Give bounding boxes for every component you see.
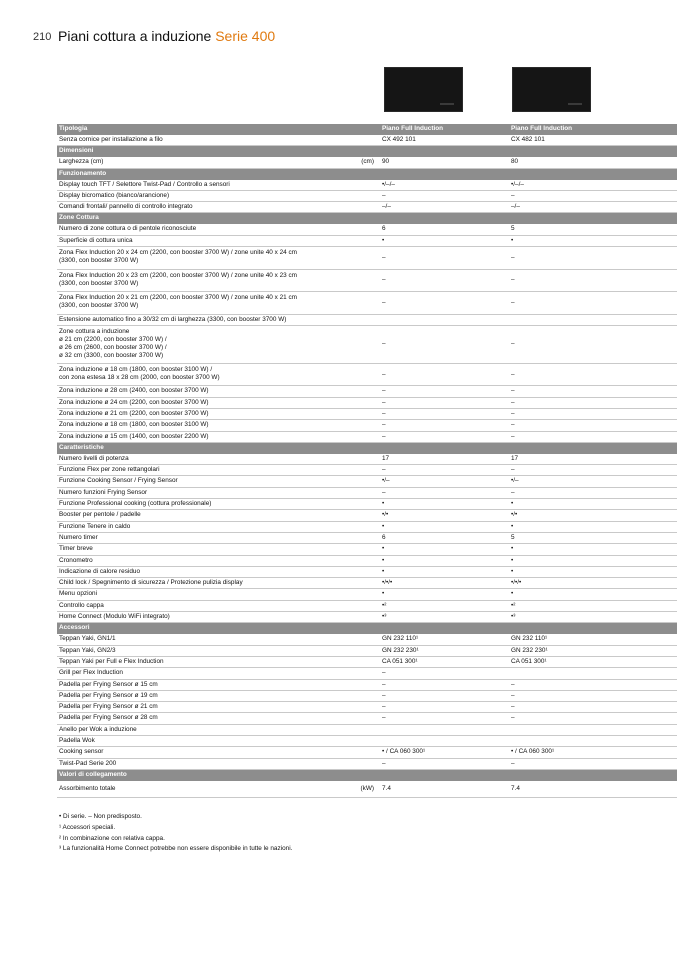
section-label: Accessori [59,624,90,632]
row-value-col2: – [511,680,515,688]
table-row [57,680,677,691]
row-value-col2: •/• [511,511,518,519]
row-label: Funzione Flex per zone rettangolari [59,466,160,474]
table-row [57,488,677,499]
row-value-col1: •² [382,601,387,609]
table-row [57,522,677,533]
row-value-col1: • [382,556,385,564]
row-value-col2: 5 [511,533,515,541]
table-row [57,157,677,168]
row-value-col1: 90 [382,158,390,166]
table-row [57,713,677,724]
row-value-col1: •/•/• [382,579,393,587]
footnote: ³ La funzionalità Home Connect potrebbe non essere disponibile in tutte le nazioni. [59,845,293,853]
row-value-col2: – [511,253,515,261]
table-row [57,612,677,623]
row-label: Funzione Professional cooking (cottura professionale) [59,500,212,508]
row-value-col2: – [511,703,515,711]
row-value-col1: • [382,522,385,530]
row-value-col2: CA 051 300¹ [511,657,547,665]
table-row [57,578,677,589]
row-label: Numero livelli di potenza [59,454,129,462]
table-row [57,247,677,270]
row-label: Zona induzione ø 28 cm (2400, con booster 3700 W) [59,387,209,395]
section-header [57,443,677,454]
row-label: Padella per Frying Sensor ø 28 cm [59,714,158,722]
row-label: Senza cornice per installazione a filo [59,136,163,143]
table-row [57,759,677,770]
row-value-col2: GN 232 110¹ [511,635,548,643]
row-value-col1: – [382,669,386,677]
table-row [57,398,677,409]
table-row [57,224,677,235]
row-value-col1: 6 [382,533,386,541]
table-row [57,236,677,247]
table-row [57,180,677,191]
row-label: Padella per Frying Sensor ø 21 cm [59,703,158,711]
row-value-col2: – [511,191,515,199]
table-row [57,702,677,713]
row-label: Zona Flex Induction 20 x 24 cm (2200, con booster 3700 W) / zone unite 40 x 24 cm (3300, con booster 3700 W) [59,249,298,265]
row-label: Zone cottura a induzione ø 21 cm (2200, con booster 3700 W) / ø 26 cm (2600, con booster 3700 W) / ø 32 cm (3300, con booster 3700 W) [59,327,167,360]
row-value-col1: •/• [382,511,389,519]
row-value-col1: • [382,500,385,508]
hob-product-image-1 [384,67,463,112]
row-label: Numero timer [59,533,98,541]
row-value-col2: – [511,421,515,429]
row-label: Superficie di cottura unica [59,236,133,244]
row-value-col2: 80 [511,158,519,166]
row-label: Anello per Wok a induzione [59,725,137,733]
row-label: Zona Flex Induction 20 x 23 cm (2200, con booster 3700 W) / zone unite 40 x 23 cm (3300, con booster 3700 W) [59,271,298,287]
row-value-col1: – [382,276,386,284]
table-row [57,326,677,364]
row-label: Teppan Yaki, GN2/3 [59,646,116,654]
section-label: Funzionamento [59,169,107,177]
row-value-col1: – [382,680,386,688]
row-label: Display touch TFT / Selettore Twist-Pad / Controllo a sensori [59,180,230,188]
table-row [57,135,677,146]
footnote: ¹ Accessori speciali. [59,823,116,831]
row-label: Cronometro [59,556,93,564]
row-label: Zona induzione ø 24 cm (2200, con booster 3700 W) [59,398,209,406]
row-value-col2: • [511,545,514,553]
row-label: Numero funzioni Frying Sensor [59,488,148,496]
table-row [57,601,677,612]
row-value-col1: •³ [382,613,387,621]
page-title [58,28,275,44]
table-row [57,634,677,645]
row-value-col1: – [382,370,386,378]
row-value-col1: GN 232 110¹ [382,635,419,643]
row-value-col1: • [382,236,385,244]
row-label: Home Connect (Modulo WiFi integrato) [59,613,170,621]
row-unit: (kW) [360,784,374,792]
row-value-col2: – [511,691,515,699]
row-label: Zona Flex Induction 20 x 21 cm (2200, con booster 3700 W) / zone unite 40 x 21 cm (3300, con booster 3700 W) [59,294,298,310]
row-value-col2: – [511,466,515,474]
row-value-col1: – [382,714,386,722]
row-value-col2: – [511,714,515,722]
table-row [57,292,677,315]
row-label: Funzione Cooking Sensor / Frying Sensor [59,477,178,485]
row-label: Menu opzioni [59,590,98,598]
table-row [57,736,677,747]
row-value-col2: •/– [511,477,519,485]
row-value-col2: 17 [511,454,519,462]
row-label: Teppan Yaki per Full e Flex Induction [59,657,164,665]
table-row [57,646,677,657]
section-label: Valori di collegamento [59,770,127,778]
table-row [57,510,677,521]
row-value-col1: – [382,298,386,306]
row-value-col2: •/•/• [511,579,522,587]
row-label: Booster per pentole / padelle [59,511,141,519]
row-unit: (cm) [361,158,374,166]
section-header [57,770,677,781]
table-row [57,544,677,555]
table-row [57,454,677,465]
table-row [57,270,677,293]
row-value-col2: – [511,398,515,406]
row-label: Larghezza (cm) [59,158,104,166]
row-value-col1: CA 051 300¹ [382,657,418,665]
row-value-col1: – [382,398,386,406]
row-label: Comandi frontali/ pannello di controllo integrato [59,203,193,211]
row-value-col2: •³ [511,613,516,621]
table-row [57,747,677,758]
table-row [57,364,677,387]
row-label: Funzione Tenere in caldo [59,522,131,530]
row-value-col2: •² [511,601,516,609]
footnote: ² In combinazione con relativa cappa. [59,834,165,842]
row-value-col1: – [382,191,386,199]
row-value-col1: • [382,567,385,575]
row-value-col2: – [511,387,515,395]
section-header [57,213,677,224]
hob-product-image-2 [512,67,591,112]
table-row [57,725,677,736]
row-value-col2: • [511,567,514,575]
title-text: Piani cottura a induzione [58,28,212,44]
row-label: Zona induzione ø 18 cm (1800, con booster 3100 W) / con zona estesa 18 x 28 cm (2000, con booster 3700 W) [59,365,220,382]
row-value-col1: GN 232 230¹ [382,646,419,654]
header-col2: Piano Full Induction [511,125,573,132]
section-label: Caratteristiche [59,443,104,451]
row-value-col2: • / CA 060 300¹ [511,748,555,756]
table-row [57,589,677,600]
row-label: Zona induzione ø 15 cm (1400, con booster 2200 W) [59,432,209,440]
row-value-col2: CX 482 101 [511,136,545,143]
row-value-col1: –/– [382,203,391,211]
row-label: Twist-Pad Serie 200 [59,759,117,767]
row-value-col1: – [382,387,386,395]
table-row [57,386,677,397]
row-value-col2: •/–/– [511,180,524,188]
row-value-col1: 17 [382,454,390,462]
row-label: Padella per Frying Sensor ø 15 cm [59,680,158,688]
row-label: Numero di zone cottura o di pentole riconosciute [59,225,197,233]
row-value-col1: • [382,545,385,553]
section-header [57,169,677,180]
header-label: Tipologia [59,125,88,132]
row-value-col2: – [511,409,515,417]
row-value-col2: GN 232 230¹ [511,646,548,654]
row-value-col2: – [511,759,515,767]
row-value-col2: 7.4 [511,784,520,792]
row-value-col2: – [511,276,515,284]
table-row [57,202,677,213]
page-number: 210 [33,31,52,43]
table-row [57,657,677,668]
row-value-col1: • / CA 060 300¹ [382,748,426,756]
table-row [57,409,677,420]
table-row [57,191,677,202]
row-label: Zona induzione ø 18 cm (1800, con booster 3100 W) [59,421,209,429]
row-label: Controllo cappa [59,601,104,609]
title-accent: Serie 400 [215,28,276,44]
row-value-col1: •/–/– [382,180,395,188]
row-label: Teppan Yaki, GN1/1 [59,635,116,643]
row-label: Estensione automatico fino a 30/32 cm di larghezza (3300, con booster 3700 W) [59,315,287,323]
table-row [57,315,677,326]
table-row [57,556,677,567]
row-value-col1: – [382,340,386,348]
row-value-col2: • [511,522,514,530]
row-value-col1: – [382,691,386,699]
section-header [57,623,677,634]
table-row [57,691,677,702]
footnotes [59,812,292,855]
row-label: Padella per Frying Sensor ø 19 cm [59,691,158,699]
table-row [57,499,677,510]
table-header [57,124,677,135]
table-row [57,465,677,476]
section-header [57,146,677,157]
row-value-col1: – [382,759,386,767]
table-row [57,668,677,679]
row-value-col2: – [511,432,515,440]
row-label: Indicazione di calore residuo [59,567,140,575]
row-value-col2: – [511,370,515,378]
row-label: Zona induzione ø 21 cm (2200, con booster 3700 W) [59,409,209,417]
footnote: • Di serie. – Non predisposto. [59,813,142,820]
row-label: Padella Wok [59,736,95,744]
section-label: Zone Cottura [59,214,99,222]
row-value-col1: – [382,466,386,474]
header-col1: Piano Full Induction [382,125,444,132]
row-value-col1: 7.4 [382,784,391,792]
row-label: Assorbimento totale [59,784,116,792]
row-value-col1: 6 [382,225,386,233]
row-label: Display bicromatico (bianco/arancione) [59,191,170,199]
spec-table [57,124,677,798]
row-label: Child lock / Spegnimento di sicurezza / Protezione pulizia display [59,579,243,587]
row-value-col1: – [382,409,386,417]
table-row [57,533,677,544]
row-value-col1: •/– [382,477,390,485]
table-row [57,476,677,487]
row-label: Timer breve [59,545,93,553]
row-value-col1: • [382,590,385,598]
table-body [57,135,677,798]
row-value-col2: • [511,236,514,244]
table-row [57,567,677,578]
row-label: Cooking sensor [59,748,104,756]
table-row [57,781,677,798]
row-value-col2: • [511,556,514,564]
row-value-col2: 5 [511,225,515,233]
row-value-col1: – [382,488,386,496]
row-value-col2: – [511,488,515,496]
row-value-col1: – [382,432,386,440]
row-value-col2: –/– [511,203,520,211]
section-label: Dimensioni [59,147,94,155]
row-value-col2: – [511,298,515,306]
row-value-col2: • [511,590,514,598]
row-value-col1: CX 492 101 [382,136,416,143]
row-value-col1: – [382,703,386,711]
table-row [57,432,677,443]
row-label: Grill per Flex Induction [59,669,123,677]
row-value-col1: – [382,421,386,429]
row-value-col1: – [382,253,386,261]
table-row [57,420,677,431]
row-value-col2: – [511,340,515,348]
row-value-col2: • [511,500,514,508]
